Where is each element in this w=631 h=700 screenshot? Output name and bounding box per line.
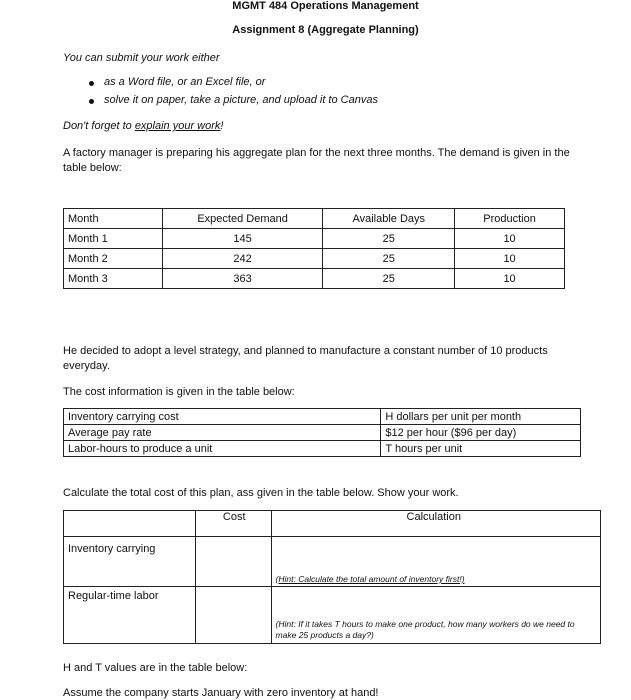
problem-line-1: A factory manager is preparing his aggregate plan for the next three months. The demand is given in the — [63, 147, 570, 159]
explain-work-link[interactable]: explain your work — [134, 120, 221, 132]
cell-days: 25 — [323, 229, 455, 249]
cell-days: 25 — [323, 269, 455, 289]
header-calculation: Calculation — [271, 511, 600, 537]
table-row — [64, 587, 601, 644]
table-header-row — [64, 209, 565, 229]
assignment-title: Assignment 8 (Aggregate Planning) — [232, 24, 419, 36]
table-row — [64, 409, 581, 425]
hint-labor: (Hint: If it takes T hours to make one product, how many workers do we need to make 25 products a day?) — [275, 619, 575, 640]
header-expected-demand: Expected Demand — [162, 209, 323, 229]
table-row — [64, 425, 581, 441]
hint-inventory: (Hint: Calculate the total amount of inventory first!) — [275, 574, 465, 584]
header-available-days: Available Days — [323, 209, 455, 229]
ht-note: H and T values are in the table below: — [63, 662, 248, 674]
cost-value: $12 per hour ($96 per day) — [381, 425, 581, 441]
cost-cell[interactable] — [195, 537, 271, 587]
table-row — [64, 441, 581, 457]
problem-line-2: table below: — [63, 162, 122, 174]
cell-demand: 242 — [162, 249, 323, 269]
row-label-inventory: Inventory carrying — [64, 537, 196, 587]
table-row — [64, 269, 565, 289]
cell-month: Month 2 — [64, 249, 163, 269]
cost-label: Inventory carrying cost — [64, 409, 381, 425]
cell-demand: 145 — [162, 229, 323, 249]
cost-value: T hours per unit — [381, 441, 581, 457]
calc-instruction: Calculate the total cost of this plan, ass given in the table below. Show your work. — [63, 487, 459, 499]
assume-note: Assume the company starts January with zero inventory at hand! — [63, 687, 379, 699]
strategy-statement — [63, 344, 603, 374]
row-label-labor: Regular-time labor — [64, 587, 196, 644]
submit-line: You can submit your work either — [63, 52, 220, 64]
table-header-row — [64, 511, 601, 537]
cell-production: 10 — [455, 229, 565, 249]
course-title: MGMT 484 Operations Management — [232, 0, 419, 12]
cell-days: 25 — [323, 249, 455, 269]
cell-month: Month 1 — [64, 229, 163, 249]
demand-table — [63, 208, 565, 289]
cell-demand: 363 — [162, 269, 323, 289]
header-month: Month — [64, 209, 163, 229]
calculation-cell[interactable] — [271, 587, 600, 644]
reminder-prefix: Don't forget to — [63, 120, 135, 132]
strategy-line-1: He decided to adopt a level strategy, and planned to manufacture a constant number of 10 products — [63, 345, 548, 357]
calculation-cell[interactable] — [271, 537, 600, 587]
bullet-dot-icon — [89, 99, 94, 104]
bullet-dot-icon — [89, 81, 94, 86]
strategy-line-2: everyday. — [63, 360, 110, 372]
table-row — [64, 229, 565, 249]
cost-info-table — [63, 408, 581, 457]
cost-label: Average pay rate — [64, 425, 381, 441]
header-production: Production — [455, 209, 565, 229]
reminder-suffix: ! — [220, 120, 224, 132]
bullet-item: as a Word file, or an Excel file, or — [104, 76, 266, 88]
cell-month: Month 3 — [64, 269, 163, 289]
table-row — [64, 537, 601, 587]
header-blank — [64, 511, 196, 537]
cell-production: 10 — [455, 269, 565, 289]
table-row — [64, 249, 565, 269]
cost-cell[interactable] — [195, 587, 271, 644]
cost-intro: The cost information is given in the table below: — [63, 386, 295, 398]
bullet-item: solve it on paper, take a picture, and upload it to Canvas — [104, 94, 378, 106]
cell-production: 10 — [455, 249, 565, 269]
cost-calculation-table — [63, 510, 601, 644]
header-cost: Cost — [195, 511, 271, 537]
reminder-line — [63, 120, 223, 132]
cost-label: Labor-hours to produce a unit — [64, 441, 381, 457]
cost-value: H dollars per unit per month — [381, 409, 581, 425]
problem-statement — [63, 146, 603, 176]
